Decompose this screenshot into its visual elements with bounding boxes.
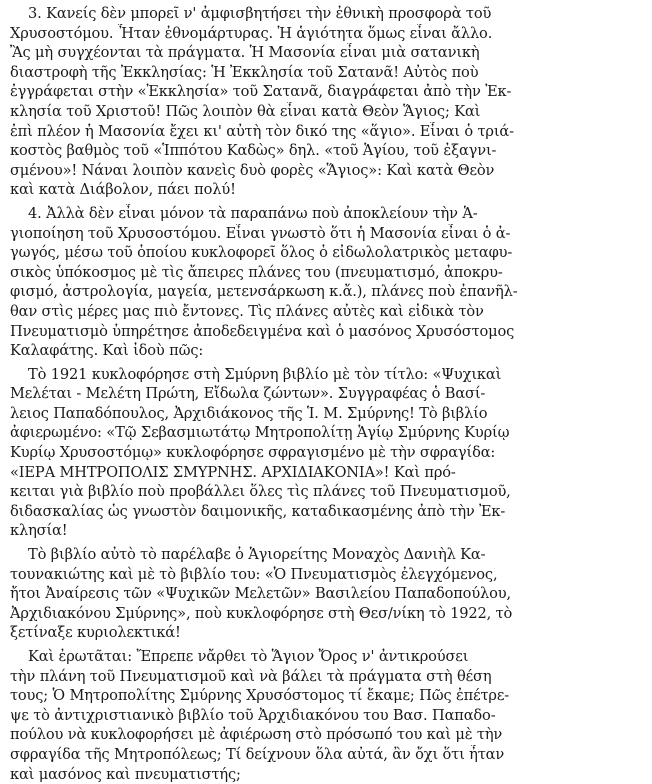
text-line: καὶ κατὰ Διάβολον, πάει πολύ! <box>10 181 236 199</box>
text-line: φισμό, ἀστρολογία, μαγεία, μετενσάρκωση κ.ἄ.), πλάνες ποὺ ἐπανῆλ- <box>10 283 518 301</box>
text-line: Τὸ 1921 κυκλοφόρησε στὴ Σμύρνη βιβλίο μὲ τὸν τίτλο: «Ψυχικαὶ <box>28 365 502 383</box>
text-line: ἤτοι Ἀναίρεσις τῶν «Ψυχικῶν Μελετῶν» Βασιλείου Παπαδοπούλου, <box>10 585 511 603</box>
paragraph-3 <box>10 4 642 200</box>
text-line: Ἀρχιδιακόνου Σμύρνης», ποὺ κυκλοφόρησε στὴ Θεσ/νίκη τὸ 1922, τὸ <box>10 604 513 622</box>
text-line: Χρυσοστόμου. Ἦταν ἐθνομάρτυρας. Ἡ ἁγιότητα ὅμως εἶναι ἄλλο. <box>10 24 493 42</box>
text-line: Πνευματισμὸ ὑπηρέτησε ἀποδεδειγμένα καὶ ὁ μασόνος Χρυσόστομος <box>10 322 515 340</box>
paragraph-daniel <box>10 545 642 643</box>
paragraph-book-1921 <box>10 365 642 541</box>
text-line: κοστὸς βαθμὸς τοῦ «Ἱππότου Καδὼς» δηλ. «τοῦ Ἁγίου, τοῦ ἐξαγνι- <box>10 142 497 160</box>
text-line: Καλαφάτης. Καὶ ἰδοὺ πῶς: <box>10 342 204 360</box>
text-line: τους; Ὁ Μητροπολίτης Σμύρνης Χρυσόστομος τί ἔκαμε; Πῶς ἐπέτρε- <box>10 687 510 705</box>
text-line: γωγός, μέσω τοῦ ὁποίου κυκλοφορεῖ ὅλος ὁ εἰδωλολατρικὸς μεταφυ- <box>10 244 513 262</box>
text-line: καὶ μασόνος καὶ πνευματιστής; <box>10 765 241 783</box>
text-line: Τὸ βιβλίο αὐτὸ τὸ παρέλαβε ὁ Ἁγιορείτης Μοναχὸς Δανιὴλ Κα- <box>28 546 486 564</box>
text-line: 4. Ἀλλὰ δὲν εἶναι μόνον τὰ παραπάνω ποὺ ἀποκλείουν τὴν Ἁ- <box>28 204 478 222</box>
text-line: ξετίναξε κυριολεκτικά! <box>10 624 181 642</box>
text-line: ἐπὶ πλέον ἡ Μασονία ἔχει κι' αὐτὴ τὸν δικό της «ἅγιο». Εἶναι ὁ τριά- <box>10 122 514 140</box>
text-line: ψε τὸ ἀντιχριστιανικὸ βιβλίο τοῦ Ἀρχιδιακόνου του Βασ. Παπαδο- <box>10 706 496 724</box>
text-line: Κυρίῳ Χρυσοστόμῳ» κυκλοφόρησε σφραγισμένο μὲ τὴν σφραγίδα: <box>10 444 496 462</box>
paragraph-question <box>10 647 642 784</box>
text-line: ἀφιερωμένο: «Τῷ Σεβασμιωτάτῳ Μητροπολίτῃ Ἁγίῳ Σμύρνης Κυρίῳ <box>10 424 510 442</box>
text-line: κλησία! <box>10 522 68 540</box>
text-line: διαστροφὴ τῆς Ἐκκλησίας: Ἡ Ἐκκλησία τοῦ Σατανᾶ! Αὐτὸς ποὺ <box>10 63 479 81</box>
text-line: σικὸς ὑπόκοσμος μὲ τὶς ἄπειρες πλάνες του (πνευματισμό, ἀποκρυ- <box>10 263 503 281</box>
paragraph-4 <box>10 204 642 361</box>
text-line: τὴν πλάνη τοῦ Πνευματισμοῦ καὶ νὰ βάλει τὰ πράγματα στὴ θέση <box>10 667 492 685</box>
text-line: «ΙΕΡΑ ΜΗΤΡΟΠΟΛΙΣ ΣΜΥΡΝΗΣ. ΑΡΧΙΔΙΑΚΟΝΙΑ»! Καὶ πρό- <box>10 463 456 481</box>
text-line: κλησία τοῦ Χριστοῦ! Πῶς λοιπὸν θὰ εἶναι κατὰ Θεὸν Ἅγιος; Καὶ <box>10 102 481 120</box>
text-line: θαν στὶς μέρες μας πιὸ ἔντονες. Τὶς πλάνες αὐτὲς καὶ εἰδικὰ τὸν <box>10 302 484 320</box>
text-line: διδασκαλίας ὡς γνωστὸν δαιμονικῆς, καταδικασμένης ἀπὸ τὴν Ἐκ- <box>10 502 506 520</box>
text-line: Ἂς μὴ συγχέονται τὰ πράγματα. Ἡ Μασονία εἶναι μιὰ σατανικὴ <box>10 44 480 62</box>
text-line: 3. Κανείς δὲν μπορεῖ ν' ἀμφισβητήσει τὴν ἐθνικὴ προσφορὰ τοῦ <box>28 5 492 22</box>
text-line: πούλου νὰ κυκλοφορήσει μὲ ἀφιέρωση στὸ πρόσωπό του καὶ μὲ τὴν <box>10 726 503 744</box>
text-line: τουνακιώτης καὶ μὲ τὸ βιβλίο του: «Ὁ Πνευματισμὸς ἐλεγχόμενος, <box>10 565 498 583</box>
text-line: γιοποίηση τοῦ Χρυσοστόμου. Εἶναι γνωστὸ ὅτι ἡ Μασονία εἶναι ὁ ἀ- <box>10 224 511 242</box>
text-line: Μελέται - Μελέτη Πρώτη, Εἴδωλα ζώντων». Συγγραφέας ὁ Βασί- <box>10 385 486 403</box>
text-line: Καὶ ἐρωτᾶται: Ἔπρεπε νἄρθει τὸ Ἅγιον Ὄρος ν' ἀντικρούσει <box>28 648 469 665</box>
text-line: κειται γιὰ βιβλίο ποὺ προβάλλει ὅλες τὶς πλάνες τοῦ Πνευματισμοῦ, <box>10 483 511 501</box>
text-line: λειος Παπαδόπουλος, Ἀρχιδιάκονος τῆς Ἱ. Μ. Σμύρνης! Τὸ βιβλίο <box>10 404 488 422</box>
text-line: σφραγίδα τῆς Μητροπόλεως; Τί δείχνουν ὅλα αὐτά, ἂν ὄχι ὅτι ἦταν <box>10 745 505 763</box>
text-line: σμένου»! Νάναι λοιπὸν κανεὶς δυὸ φορὲς «Ἅγιος»: Καὶ κατὰ Θεὸν <box>10 161 495 179</box>
text-line: ἐγγράφεται στὴν «Ἐκκλησία» τοῦ Σατανᾶ, διαγράφεται ἀπὸ τὴν Ἐκ- <box>10 83 512 101</box>
